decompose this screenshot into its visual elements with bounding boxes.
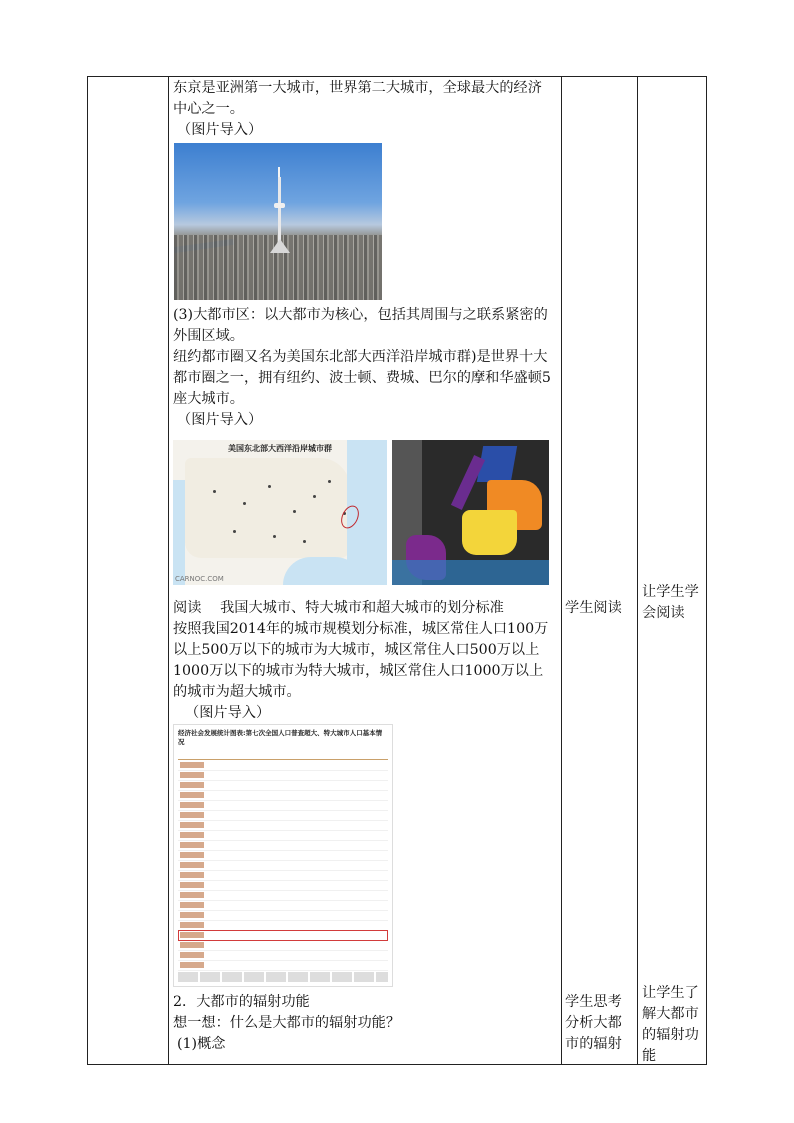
table-title: 经济社会发展统计图表:第七次全国人口普查超大、特大城市人口基本情况 bbox=[178, 729, 383, 746]
us-northeast-map bbox=[173, 440, 387, 585]
column-divider-3 bbox=[637, 77, 638, 1064]
column-divider-1 bbox=[168, 77, 169, 1064]
para-tokyo: 东京是亚洲第一大城市，世界第二大城市，全球最大的经济中心之一。 bbox=[173, 80, 542, 117]
tokyo-skytree-photo bbox=[174, 143, 382, 300]
reading-heading: 阅读 我国大城市、特大城市和超大城市的划分标准 bbox=[173, 600, 504, 616]
content-block-reading bbox=[173, 598, 553, 724]
highlighted-row bbox=[178, 930, 388, 941]
img-import-label: （图片导入） bbox=[177, 412, 263, 428]
student-read: 学生阅读 bbox=[565, 600, 622, 616]
img-import-label: （图片导入） bbox=[177, 122, 263, 138]
map-title: 美国东北部大西洋沿岸城市群 bbox=[228, 444, 332, 453]
para-metro-area: (3)大都市区：以大都市为核心，包括其周围与之联系紧密的外围区域。 bbox=[173, 307, 548, 344]
map-footer: CARNOC.COM bbox=[175, 575, 224, 583]
column-divider-2 bbox=[561, 77, 562, 1064]
intent-understand: 让学生了解大都市的辐射功能 bbox=[642, 985, 699, 1064]
think-question: 想一想：什么是大都市的辐射功能？ bbox=[173, 1015, 401, 1031]
img-import-label: （图片导入） bbox=[185, 705, 271, 721]
section-2-heading: 2．大都市的辐射功能 bbox=[173, 994, 310, 1010]
reading-body: 按照我国2014年的城市规模划分标准，城区常住人口100万以上500万以下的城市为大城市，城区常住人口500万以上1000万以下的城市为特大城市，城区常住人口1000万以上的城市为超大城市。 bbox=[173, 621, 549, 700]
content-column bbox=[173, 76, 553, 141]
student-think-analyze: 学生思考分析大都市的辐射 bbox=[565, 994, 622, 1052]
content-block-metro bbox=[173, 305, 553, 431]
nyc-boroughs-map bbox=[392, 440, 549, 585]
population-stats-table-image bbox=[173, 724, 393, 987]
intent-learn-read: 让学生学会阅读 bbox=[642, 584, 699, 621]
content-block-radiation bbox=[173, 992, 553, 1055]
concept-label: (1)概念 bbox=[177, 1036, 226, 1052]
para-ny-metro: 纽约都市圈又名为美国东北部大西洋沿岸城市群)是世界十大都市圈之一，拥有纽约、波士顿、费城、巴尔的摩和华盛顿5座大城市。 bbox=[173, 349, 551, 407]
